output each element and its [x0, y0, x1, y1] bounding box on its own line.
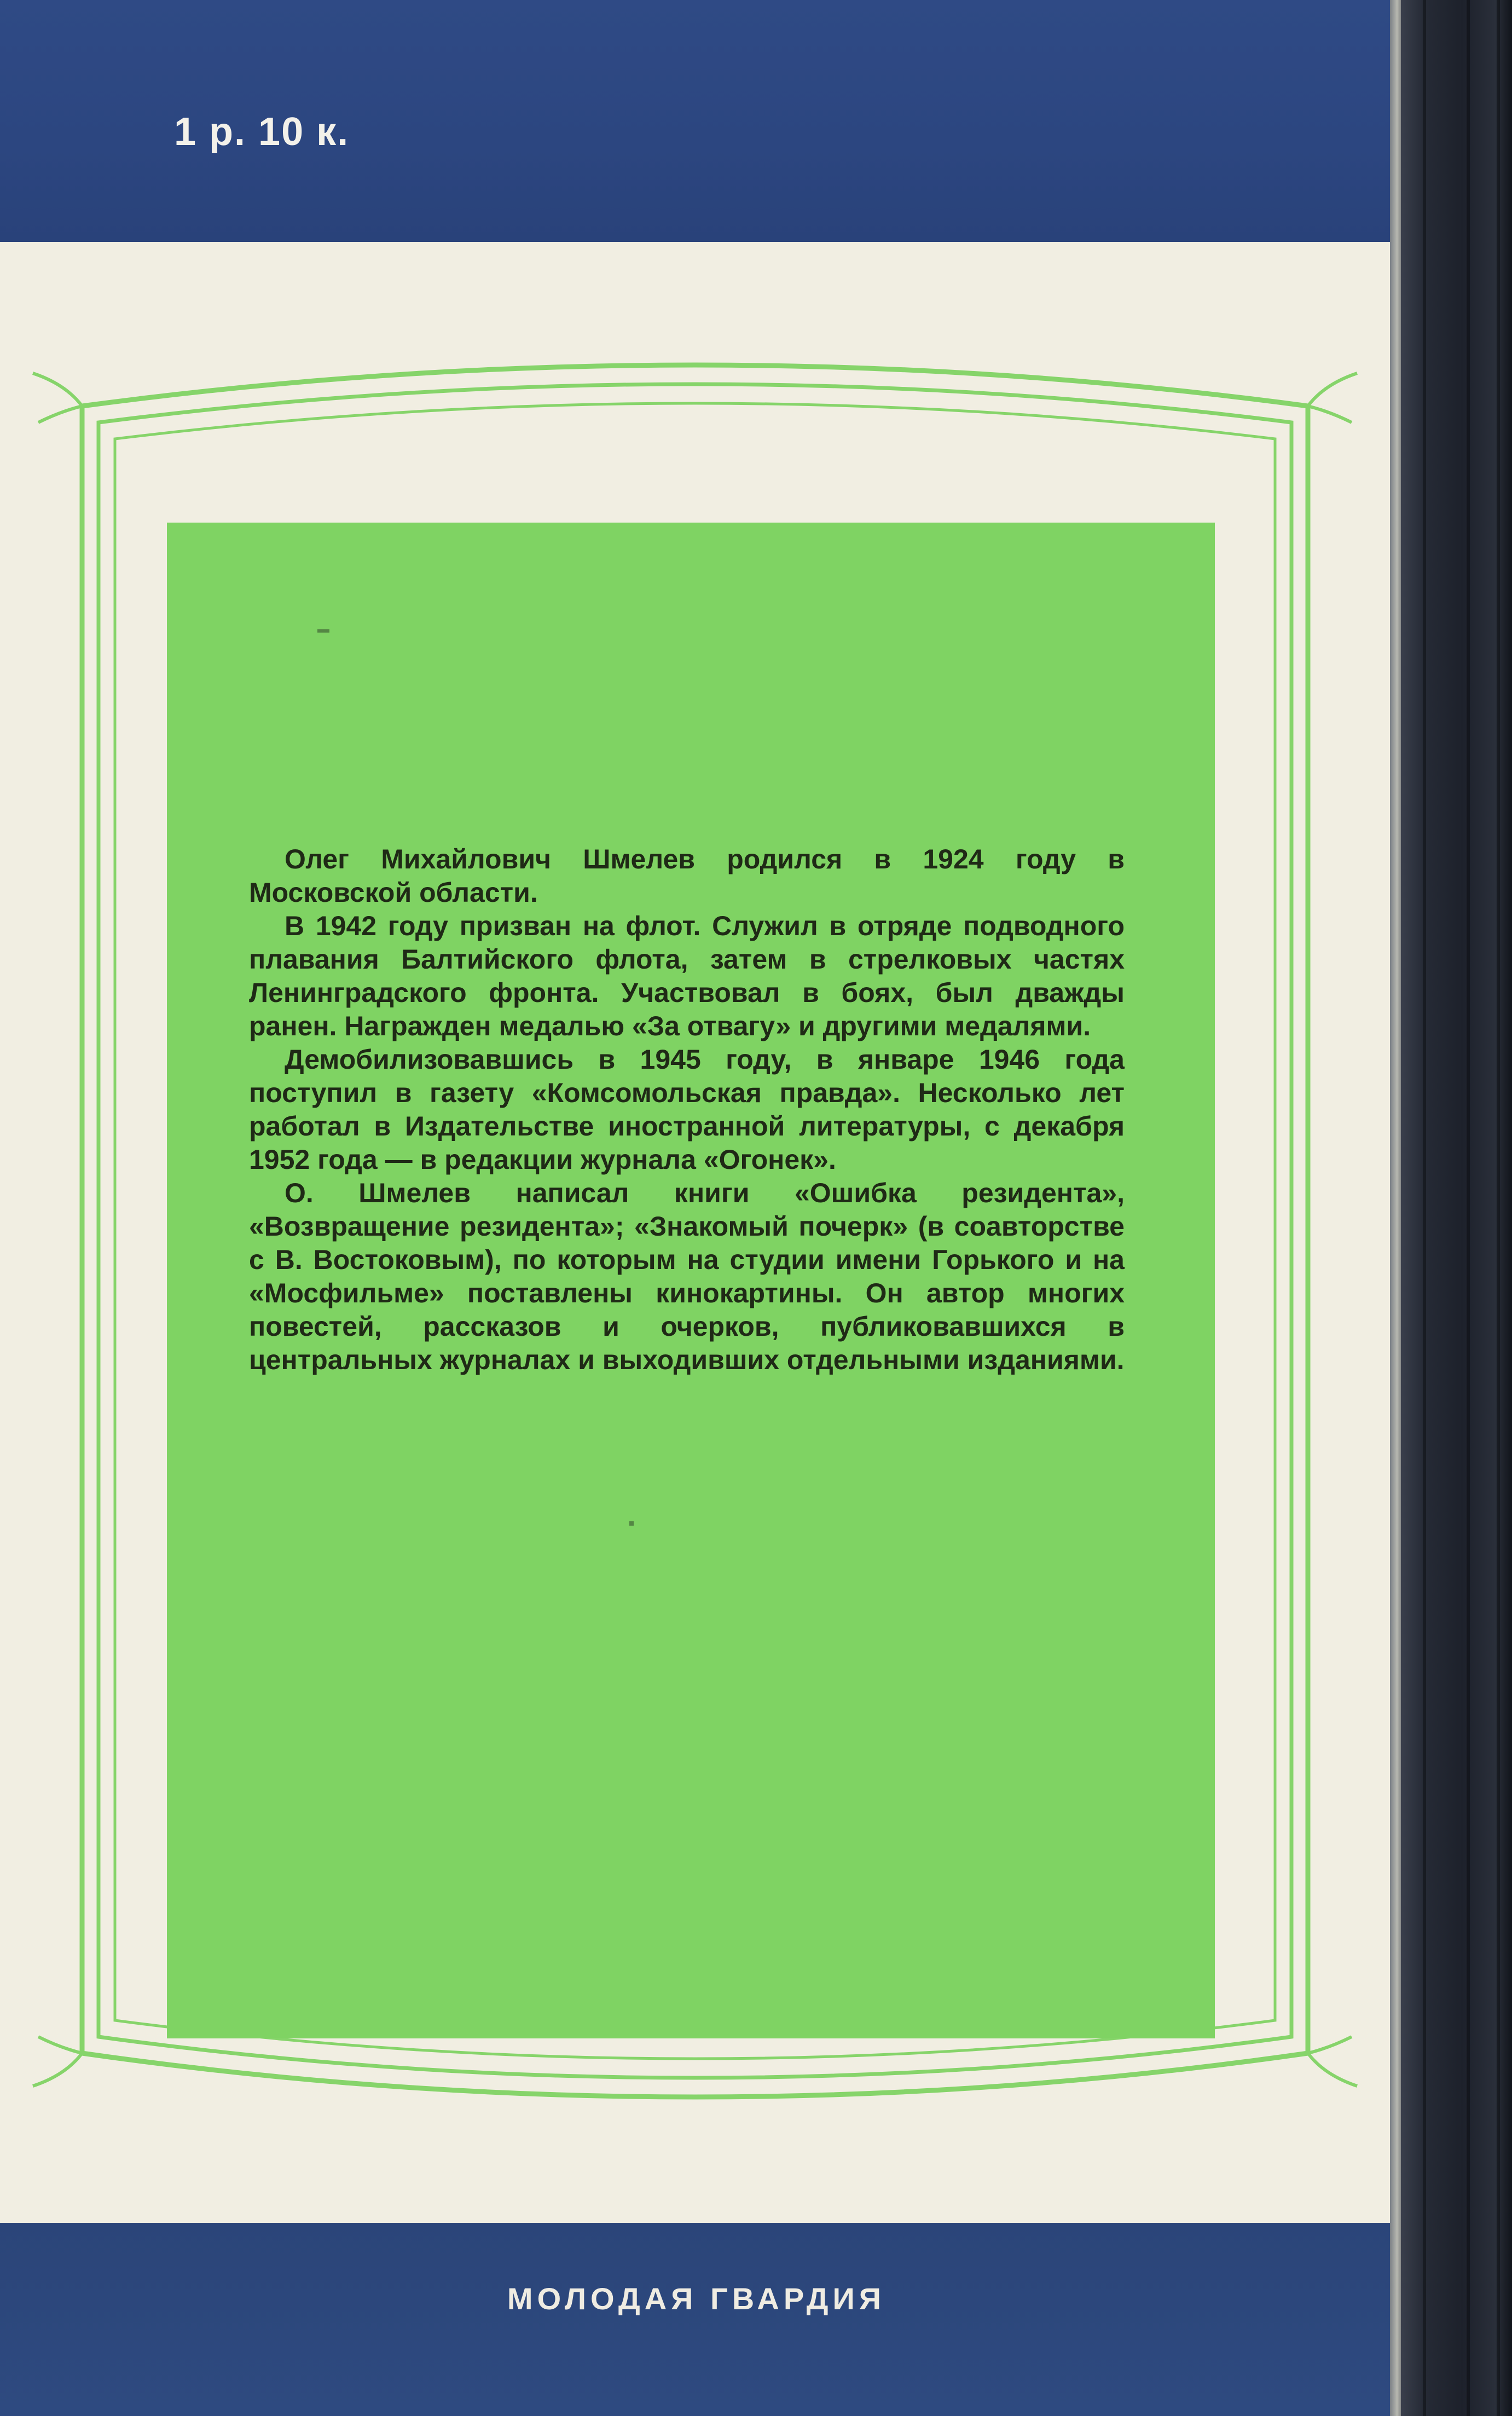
bio-paragraph: Демобилизовавшись в 1945 году, в январе 1946 года поступил в газету «Комсомольская правда». Несколько лет работал в Издательстве иностранной литературы, с декабря 1952 года — в редакции журнала «Огонек». — [249, 1044, 1125, 1175]
frame-corner-bottom-right — [1308, 2037, 1357, 2086]
bio-paragraph: В 1942 году призван на флот. Служил в отряде подводного плавания Балтийского флота, затем в стрелковых частях Ленинградского фронта. Участвовал в боях, был дважды ранен. Награжден медалью «За отвагу» и другими медалями. — [249, 911, 1125, 1041]
book-spine — [1401, 0, 1512, 2416]
author-bio — [249, 843, 1125, 1377]
bio-panel — [167, 523, 1215, 2038]
bio-paragraph: Олег Михайлович Шмелев родился в 1924 году в Московской области. — [249, 844, 1125, 908]
print-speck — [629, 1521, 634, 1526]
price-label: 1 р. 10 к. — [174, 110, 350, 154]
frame-corner-top-right — [1308, 373, 1357, 422]
spine-stripe — [1423, 0, 1426, 2416]
frame-corner-top-left — [33, 373, 82, 422]
spine-stripe — [1467, 0, 1470, 2416]
bottom-blue-band — [0, 2223, 1393, 2416]
bio-paragraph: О. Шмелев написал книги «Ошибка резидента», «Возвращение резидента»; «Знакомый почерк» (в соавторстве с В. Востоковым), по которым на студии имени Горького и на «Мосфильме» поставлены кинокартины. Он автор многих повестей, рассказов и очерков, публиковавшихся в центральных журналах и выходивших отдельными изданиями. — [249, 1178, 1125, 1375]
spine-stripe — [1497, 0, 1500, 2416]
publisher-name: МОЛОДАЯ ГВАРДИЯ — [507, 2281, 886, 2316]
frame-corner-bottom-left — [33, 2037, 82, 2086]
print-speck — [317, 629, 329, 633]
top-blue-band — [0, 0, 1393, 242]
